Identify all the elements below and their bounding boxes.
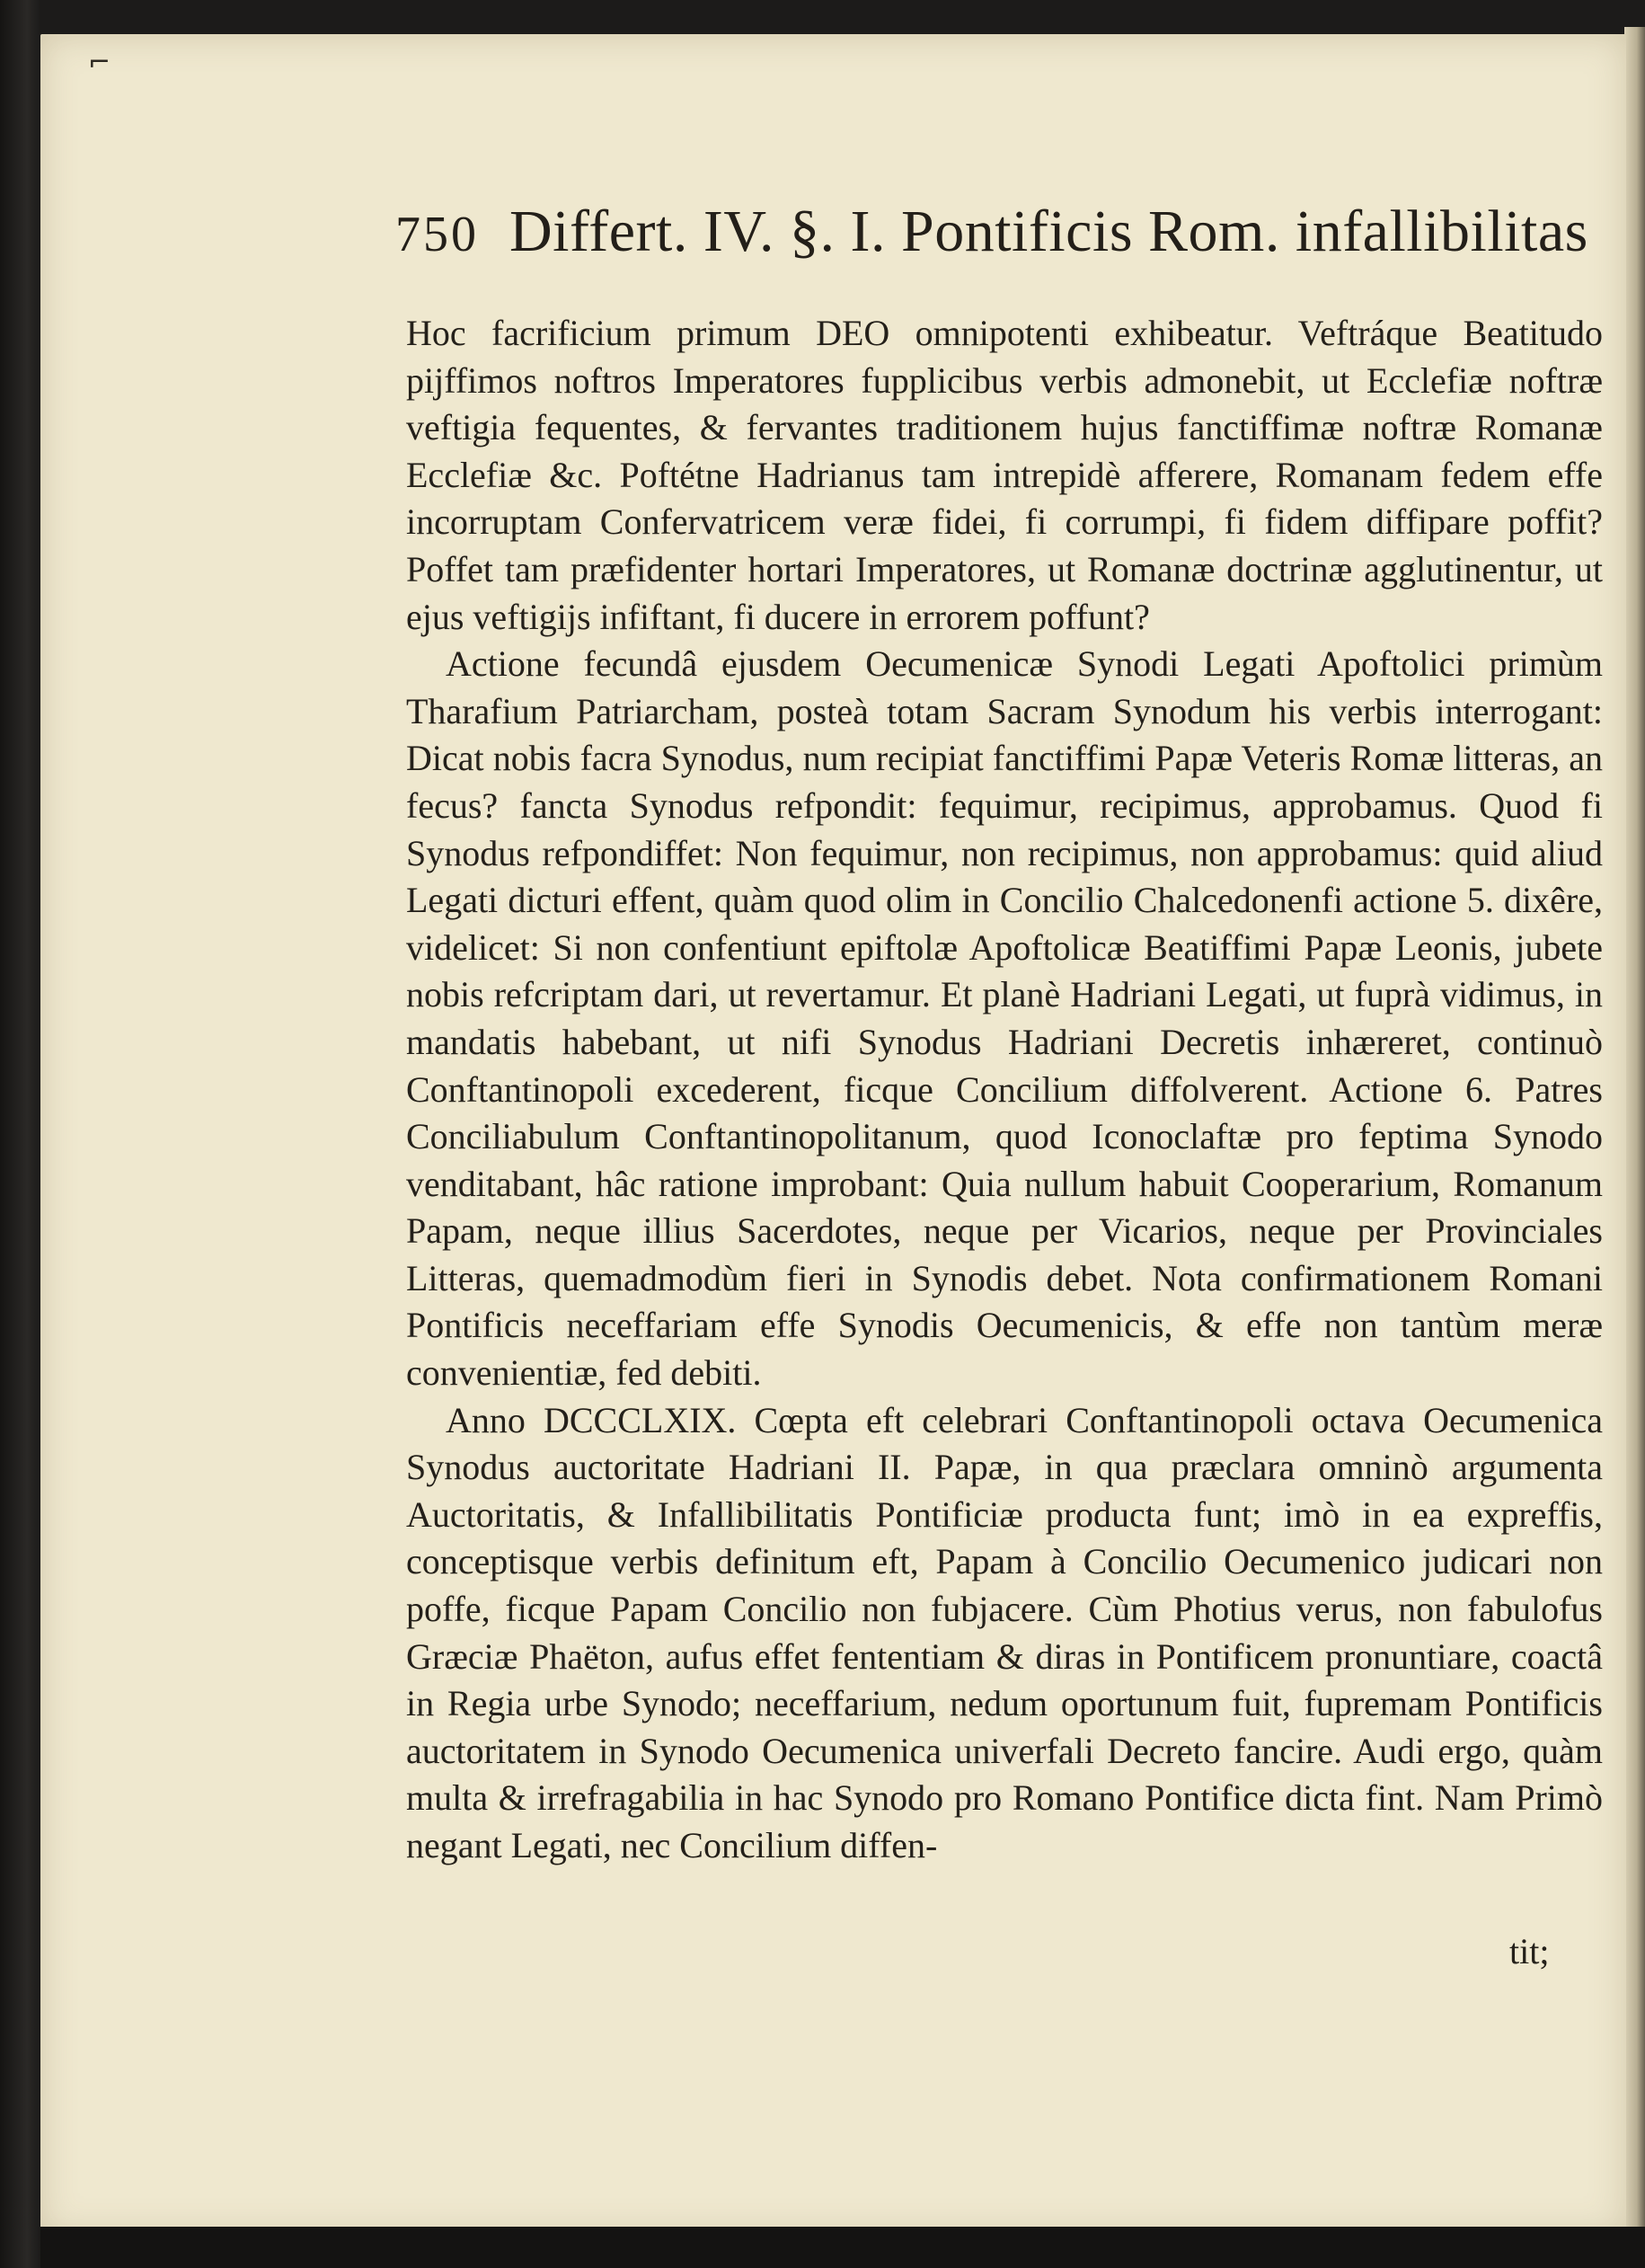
- paragraph-3: Anno DCCCLXIX. Cœpta eft celebrari Conftantinopoli octava Oecumenica Synodus auctoritate Hadriani II. Papæ, in qua præclara omninò argumenta Auctoritatis, & Infallibilitatis Pontificiæ producta funt; imò in ea expreffis, conceptisque verbis definitum eft, Papam à Concilio Oecumenico judicari non poffe, ficque Papam Concilio non fubjacere. Cùm Photius verus, non fabulofus Græciæ Phaëton, aufus effet fententiam & diras in Pontificem pronuntiare, coactâ in Regia urbe Synodo; neceffarium, nedum oportunum fuit, fupremam Pontificis auctoritatem in Synodo Oecumenica univerfali Decreto fancire. Audi ergo, quàm multa & irrefragabilia in hac Synodo pro Romano Pontifice dicta fint. Nam Primò negant Legati, nec Concilium diffen-: [406, 1399, 1603, 1865]
- paragraph-2: Actione fecundâ ejusdem Oecumenicæ Synodi Legati Apoftolici primùm Tharafium Patriarcham, posteà totam Sacram Synodum his verbis interrogant: Dicat nobis facra Synodus, num recipiat fanctiffimi Papæ Veteris Romæ litteras, an fecus? fancta Synodus refpondit: fequimur, recipimus, approbamus. Quod fi Synodus refpondiffet: Non fequimur, non recipimus, non approbamus: quid aliud Legati dicturi effent, quàm quod olim in Concilio Chalcedonenfi actione 5. dixêre, videlicet: Si non confentiunt epiftolæ Apoftolicæ Beatiffimi Papæ Leonis, jubete nobis refcriptam dari, ut revertamur. Et planè Hadriani Legati, ut fuprà vidimus, in mandatis habebant, ut nifi Synodus Hadriani Decretis inhæreret, continuò Conftantinopoli excederent, ficque Concilium diffolverent. Actione 6. Patres Conciliabulum Conftantinopolitanum, quod Iconoclaftæ pro feptima Synodo venditabant, hâc ratione improbant: Quia nullum habuit Cooperarium, Romanum Papam, neque illius Sacerdotes, neque per Vicarios, neque per Provinciales Litteras, quemadmodùm fieri in Synodis debet. Nota confirmationem Romani Pontificis neceffariam effe Synodis Oecumenicis, & effe non tantùm meræ convenientiæ, fed debiti.: [406, 643, 1603, 1394]
- scan-bottom-border: [40, 2227, 1645, 2268]
- corner-mark: ⌐: [88, 47, 111, 78]
- page-number: 750: [395, 207, 479, 262]
- page-header: [395, 198, 1588, 297]
- running-head: Differt. IV. §. I. Pontificis Rom. infallibilitas: [509, 199, 1588, 264]
- catchword: tit;: [1509, 1931, 1550, 1971]
- page-edge: [1624, 27, 1645, 2237]
- body-text: [406, 310, 1603, 1870]
- paragraph-1: Hoc facrificium primum DEO omnipotenti exhibeatur. Veftráque Beatitudo pijffimos noftros Imperatores fupplicibus verbis admonebit, ut Ecclefiæ noftræ veftigia fequentes, & fervantes traditionem hujus fanctiffimæ noftræ Romanæ Ecclefiæ &c. Poftétne Hadrianus tam intrepidè afferere, Romanam fedem effe incorruptam Confervatricem veræ fidei, fi corrumpi, fi fidem diffipare poffit? Poffet tam præfidenter hortari Imperatores, ut Romanæ doctrinæ agglutinentur, ut ejus veftigijs infiftant, fi ducere in errorem poffunt?: [406, 313, 1603, 637]
